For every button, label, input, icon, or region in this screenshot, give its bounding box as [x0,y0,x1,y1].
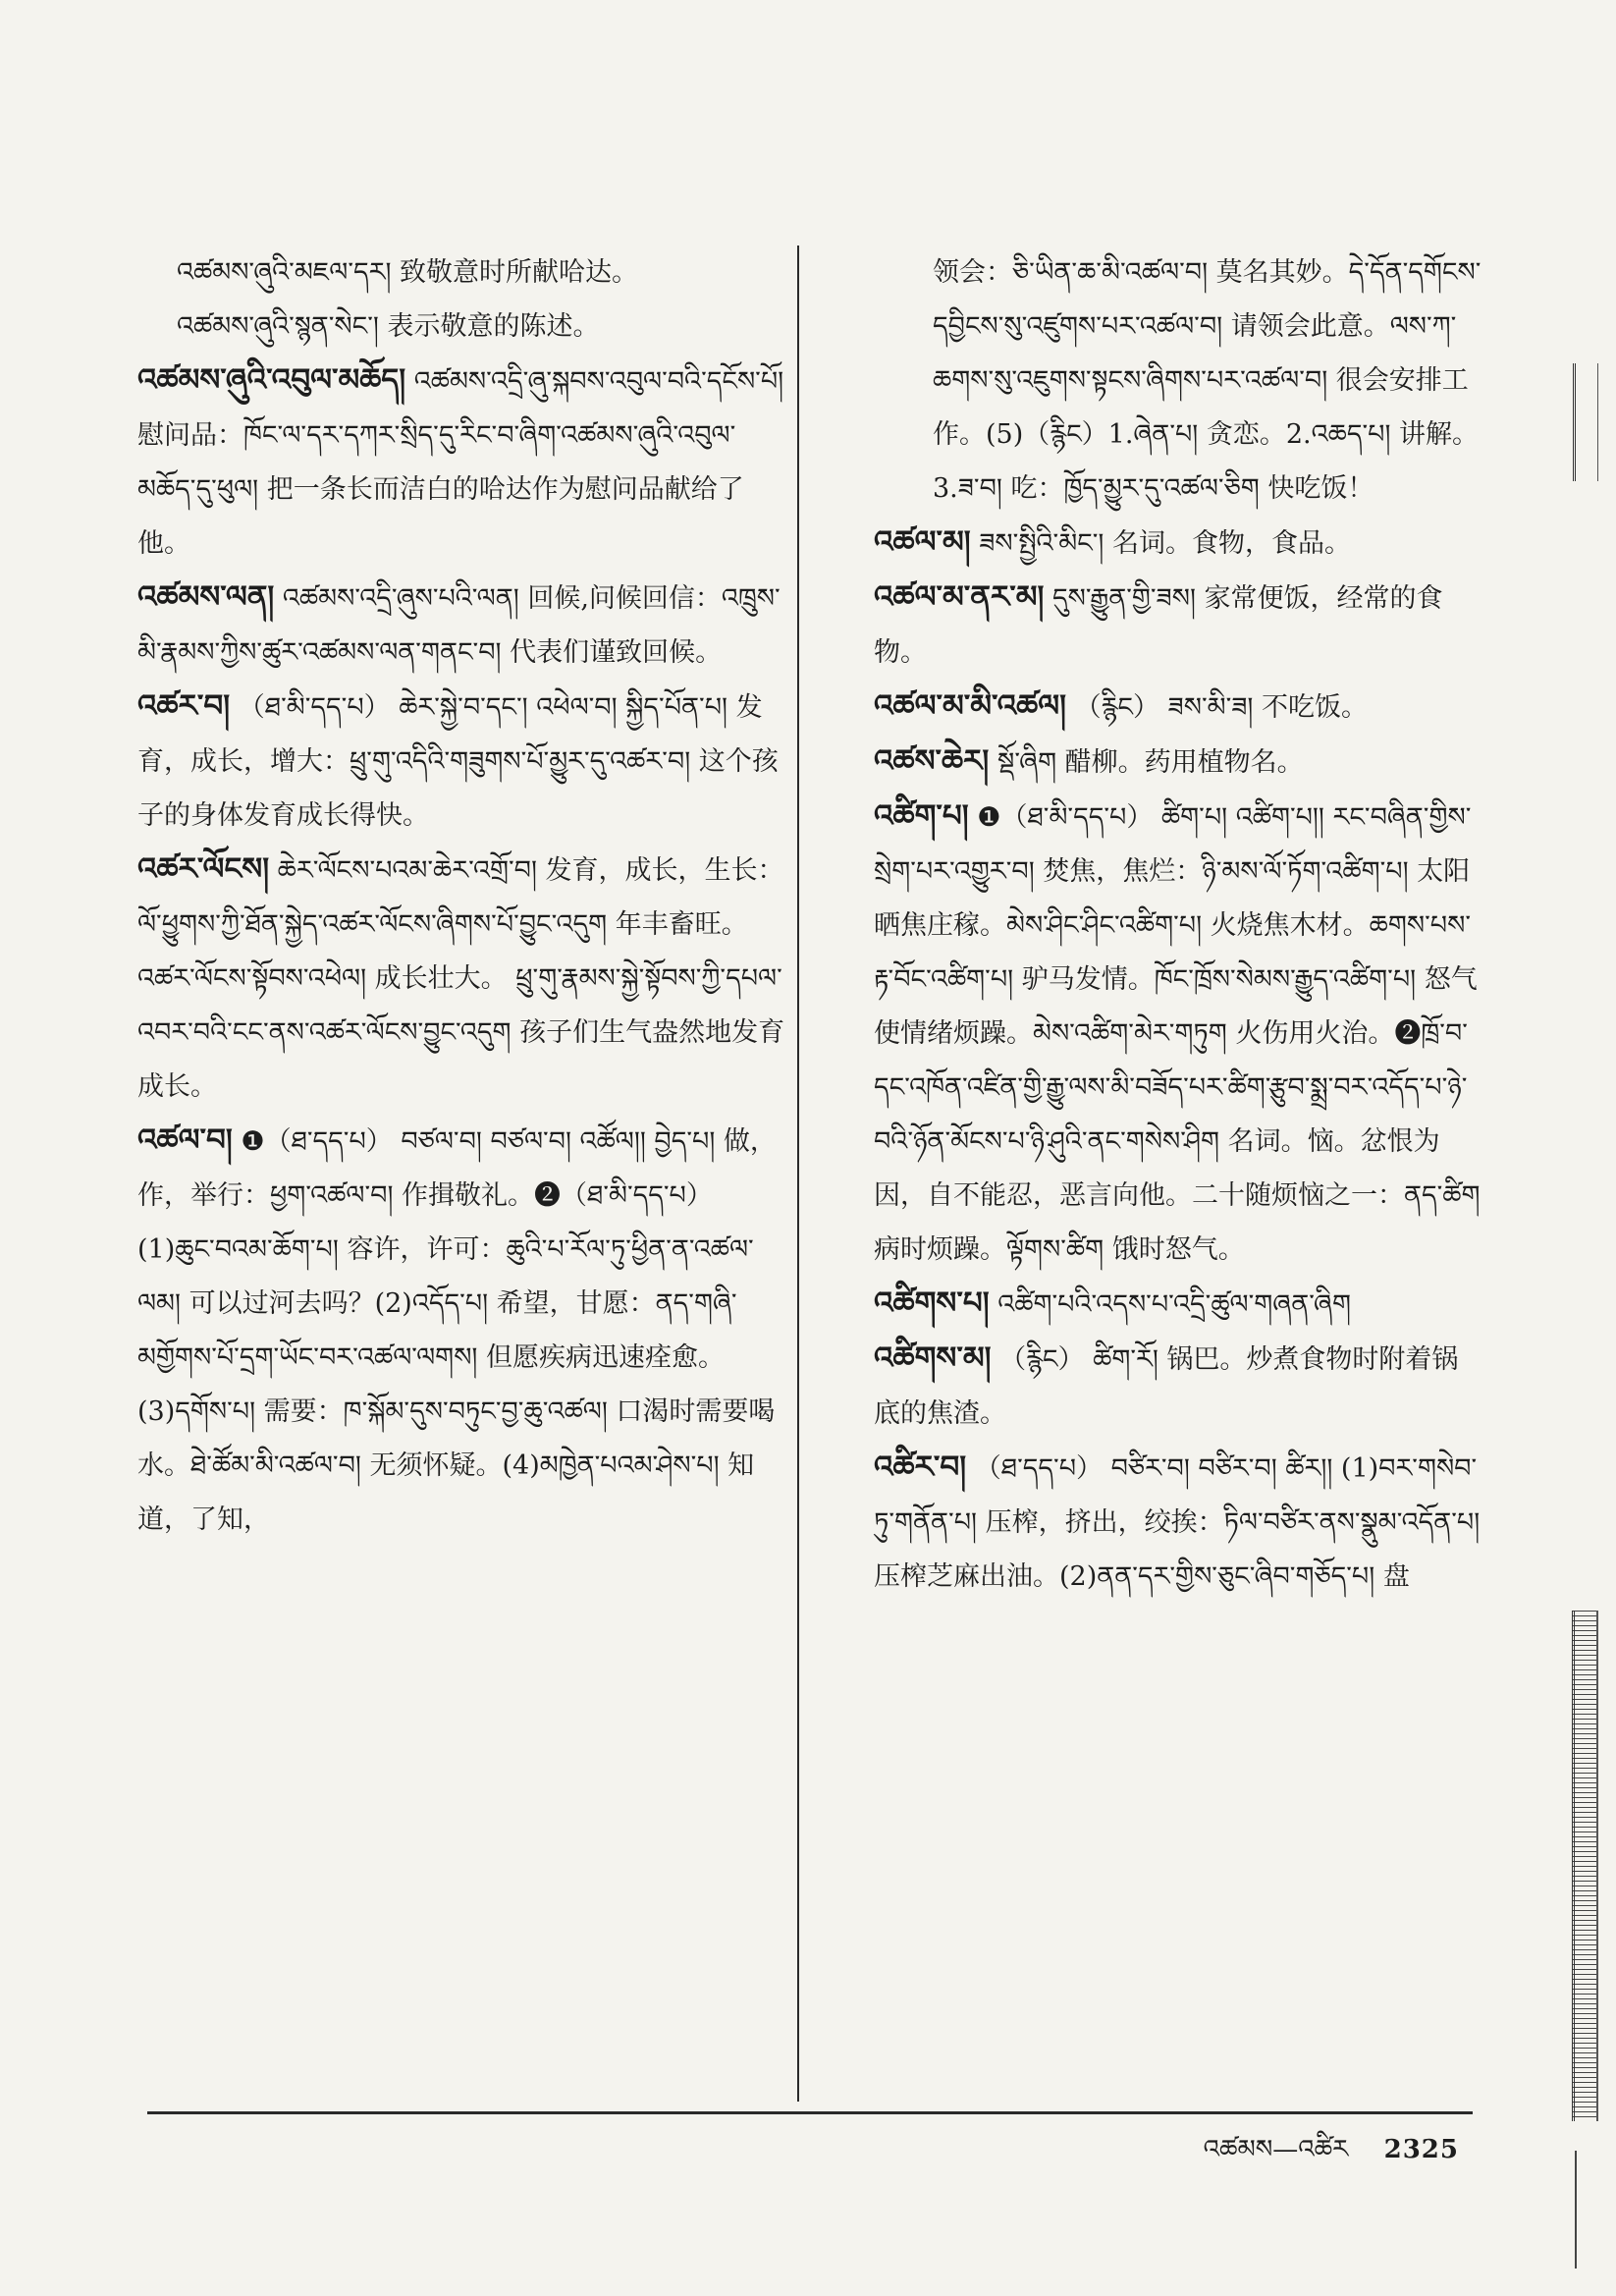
headword: འཚས་ཆེར། [874,743,990,779]
definition: ཟས་སྤྱིའི་མིང་། 名词。食物，食品。 [979,528,1352,559]
definition: འཚིག་པའི་འདས་པ་འདྲི་ཚུལ་གཞན་ཞིག [997,1289,1351,1320]
headword: འཚམས་ཞུའི་འབུལ་མཆོད། [137,362,406,398]
scan-edge-mark [1575,2151,1598,2269]
definition: （ཐ་དད་པ） བཙིར་བ། བཙིར་བ། ཚིར།། (1)བར་གསེབ་ཏུ་གནོན་པ། 压榨，挤出，绞挨：ཏིལ་བཙིར་ནས་སྣུམ་འདོན་པ། 压榨芝麻出油。(2)ནན་དར་གྱིས་ཅུང་ཞིབ་གཅོད་པ། 盘 [874,1453,1481,1592]
definition: འཚམས་འདྲི་ཞུ་སྐབས་འབུལ་བའི་དངོས་པོ། 慰问品：ཁོང་ལ་དར་དཀར་སྲིད་དུ་རིང་བ་ཞིག་འཚམས་ཞུའི་འབུལ་མཆོད་དུ་ཕུལ། 把一条长而洁白的哈达作为慰问品献给了他。 [137,366,784,559]
headword: འཚར་ལོངས། [137,851,270,887]
sub-entry: འཚམས་ཞུའི་མཇལ་དར། 致敬意时所献哈达。 [177,257,639,288]
dictionary-entry [874,680,1482,735]
dictionary-entry [874,735,1482,790]
definition: ❶（ཐ་མི་དད་པ） ཚིག་པ། འཚིག་པ།། རང་བཞིན་གྱིས་སྲེག་པར་འགྱུར་བ། 焚焦，焦烂：ཉི་མས་ལོ་ཏོག་འཚིག་པ། 太阳晒焦庄稼。མེས་ཤིང་ཤིང་འཚིག་པ། 火烧焦木材。ཆགས་པས་རྟ་བོང་འཚིག་པ། 驴马发情。ཁོང་ཁྲོས་སེམས་རྒྱུད་འཚིག་པ། 怒气使情绪烦躁。མེས་འཚིག་མེར་གཏུག 火伤用火治。❷ཁྲོ་བ་དང་འཁོན་འཛིན་གྱི་རྒྱུ་ལས་མི་བཟོད་པར་ཚིག་རྩུབ་སྨྲ་བར་འདོད་པ་ཉེ་བའི་ཉོན་མོངས་པ་ཉི་ཤུའི་ནང་གསེས་ཤིག 名词。恼。忿恨为因，自不能忍，恶言向他。二十随烦恼之一：ནད་ཚིག 病时烦躁。ལྟོགས་ཚིག 饿时怒气。 [874,802,1481,1265]
headword: འཚར་བ། [137,688,231,724]
page-footer [1204,2121,1459,2193]
scan-edge-mark [1572,1611,1598,2121]
page-number: 2325 [1383,2135,1459,2164]
right-column [874,246,1482,1604]
headword: འཚིར་བ། [874,1449,967,1485]
definition: （རྙིང） ཟས་མི་ཟ། 不吃饭。 [1074,692,1369,723]
headword: འཚལ་མ། [874,524,971,560]
definition: དུས་རྒྱུན་གྱི་ཟས། 家常便饭，经常的食物。 [874,583,1443,668]
dictionary-entry [874,790,1482,1277]
headword: འཚིགས་མ། [874,1340,992,1376]
definition: ❶（ཐ་དད་པ） བཙལ་བ། བཙལ་བ། འཚོལ།། བྱེད་པ། 做，作，举行：ཕྱག་འཚལ་བ། 作揖敬礼。❷（ཐ་མི་དད་པ）(1)ཆུང་བའམ་ཆོག་པ། 容许，许可：ཆུའི་པ་རོལ་ཏུ་ཕྱིན་ན་འཚལ་ལམ། 可以过河去吗？(2)འདོད་པ། 希望，甘愿：ནད་གཞི་མགྱོགས་པོ་དྲག་ཡོང་བར་འཚལ་ལགས། 但愿疾病迅速痊愈。(3)དགོས་པ། 需要：ཁ་སྐོམ་དུས་བཏུང་བྱ་ཆུ་འཚལ། 口渴时需要喝水。ཐེ་ཚོམ་མི་འཚལ་བ། 无须怀疑。(4)མཁྱེན་པའམ་ཤེས་པ། 知道，了知， [137,1126,777,1535]
dictionary-entry [874,571,1482,680]
headword: འཚམས་ལན། [137,579,275,615]
dictionary-entry [874,1332,1482,1441]
headword: འཚལ་བ། [137,1122,233,1158]
definition: （ཐ་མི་དད་པ） ཆེར་སྐྱེ་བ་དང་། འཕེལ་བ། སྐྱིད་པོན་པ། 发育，成长，增大：ཕྲུ་གུ་འདིའི་གཟུགས་པོ་མྱུར་དུ་འཚར་བ། 这个孩子的身体发育成长得快。 [137,692,779,831]
dictionary-entry [137,843,785,1114]
headword: འཚིག་པ། [874,798,969,834]
dictionary-entry [137,571,785,680]
left-column [137,246,785,1547]
dictionary-entry [874,1277,1482,1332]
definition: སྡོ་ཞིག 醋柳。药用植物名。 [997,747,1304,778]
definition: ཆེར་ལོངས་པའམ་ཆེར་འགྲོ་བ། 发育，成长，生长：ལོ་ཕྱུགས་ཀྱི་ཐོན་སྐྱེད་འཚར་ལོངས་ཞིགས་པོ་བྱུང་འདུག 年丰畜旺。 འཚར་ལོངས་སྟོབས་འཕེལ། 成长壮大。 ཕྲུ་གུ་རྣམས་སྐྱེ་སྟོབས་ཀྱི་དཔལ་འབར་བའི་ངང་ནས་འཚར་ལོངས་བྱུང་འདུག 孩子们生气盎然地发育成长。 [137,855,785,1102]
continued-entry: 领会：ཅི་ཡིན་ཆ་མི་འཚལ་བ། 莫名其妙。དེ་དོན་དགོངས་དབྱིངས་སུ་འཛུགས་པར་འཚལ་བ། 请领会此意。ལས་ཀ་ཆགས་སུ་འཇུགས་སྟངས་ཞིགས་པར་འཚལ་བ། 很会安排工作。(5)（རྙིང）1.ཞེན་པ། 贪恋。2.འཆད་པ། 讲解。3.ཟ་བ། 吃：ཁྱོད་མྱུར་དུ་འཚལ་ཅིག 快吃饭！ [933,257,1481,504]
dictionary-entry [874,1441,1482,1604]
headword: འཚིགས་པ། [874,1285,990,1321]
dictionary-entry [137,680,785,843]
column-divider [797,246,799,2102]
dictionary-entry [137,1114,785,1547]
dictionary-entry [137,354,785,571]
sub-entry: འཚམས་ཞུའི་སྙན་སེང་། 表示敬意的陈述。 [177,311,600,342]
dictionary-entry [874,516,1482,571]
entry-range: འཚམས—འཚིར [1203,2135,1349,2164]
headword: འཚལ་མ་མི་འཚལ། [874,688,1066,724]
definition: （རྙིང） ཚིག་རོ། 锅巴。炒煮食物时附着锅底的焦渣。 [874,1344,1459,1429]
definition: འཚམས་འདྲི་ཞུས་པའི་ལན། 回候,问候回信：འཁྲུས་མི་རྣམས་ཀྱིས་ཚུར་འཚམས་ལན་གནང་བ། 代表们谨致回候。 [137,583,781,668]
footer-rule [147,2111,1473,2114]
scan-edge-mark [1573,363,1598,481]
headword: འཚལ་མ་ནར་མ། [874,579,1045,615]
